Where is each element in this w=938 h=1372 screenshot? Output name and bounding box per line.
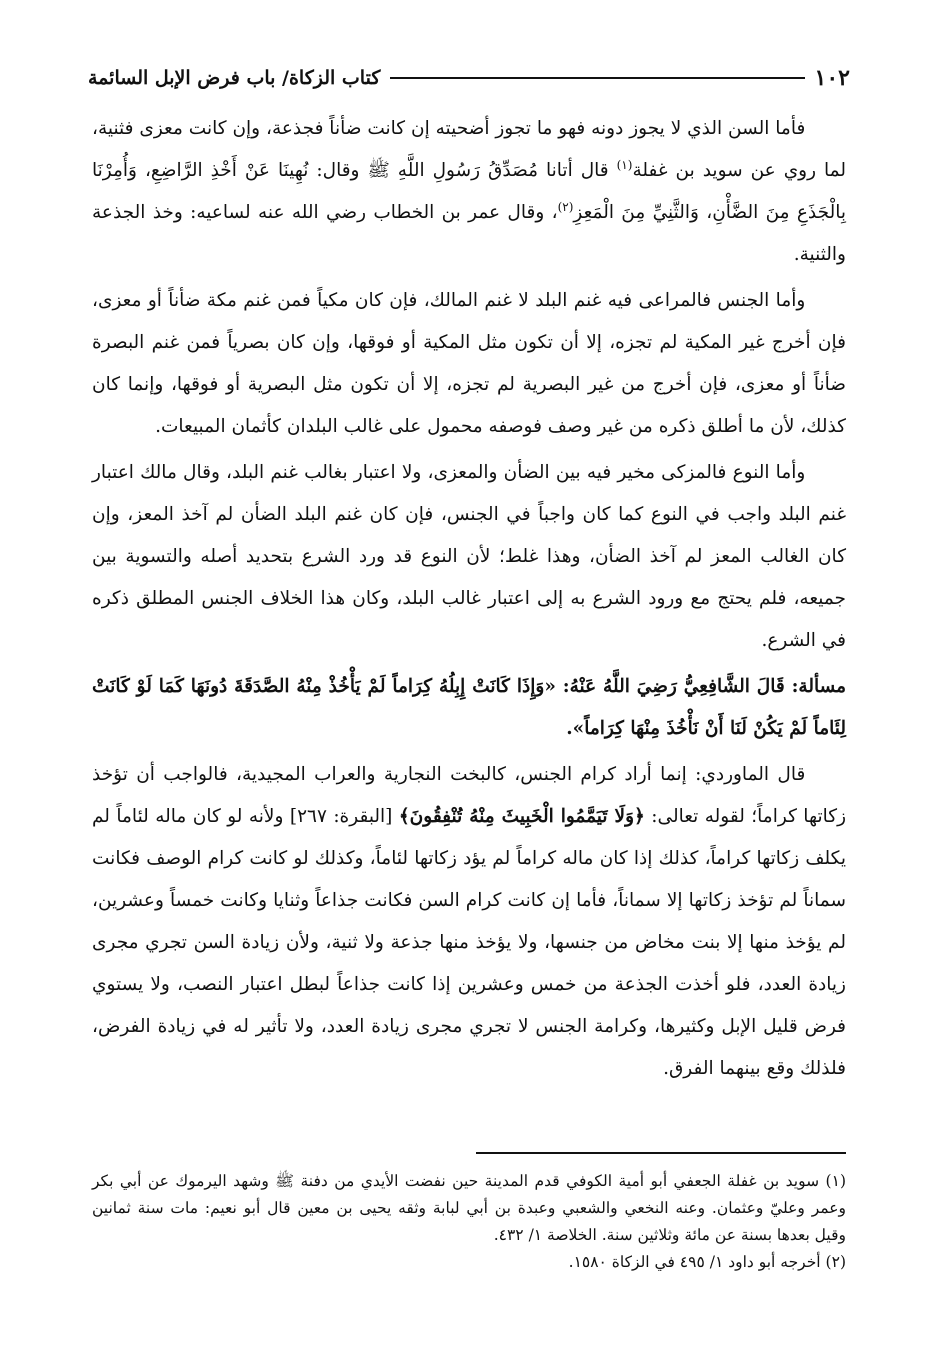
footnote-2	[92, 1249, 846, 1276]
paragraph-mawardi-start: قال الماوردي: إنما أراد كرام الجنس، كالبخت النجارية والعراب المجيدية، فالواجب أن تؤخذ زكاتها كراماً؛ لقوله تعالى:	[92, 764, 846, 827]
quran-verse: ﴿وَلَا تَيَمَّمُوا الْخَبِيثَ مِنْهُ تُنْفِقُونَ﴾	[398, 806, 645, 827]
paragraph-age-text: فأما السن الذي لا يجوز دونه فهو ما تجوز أضحيته إن كانت ضأناً فجذعة، وإن كانت معزى فثنية، لما روي عن سويد بن غفلة	[92, 118, 846, 181]
hadith-text: قال أتانا مُصَدِّقُ رَسُولِ اللَّهِ ﷺ وقال: نُهِينَا عَنْ أَخْذِ الرَّاضِعِ، وَأُمِرْنَا بِالْجَذَعِ مِنَ الضَّأْنِ، وَالثَّنِيِّ مِنَ الْمَعِزِ	[92, 160, 846, 223]
page-header	[88, 58, 850, 98]
footnote-1	[92, 1168, 846, 1249]
paragraph-species: وأما الجنس فالمراعى فيه غنم البلد لا غنم المالك، فإن كان مكياً فمن غنم مكة ضأناً أو معزى، فإن أخرج غير المكية لم تجزه، إلا أن تكون مثل المكية أو فوقها، وإن كان بصرياً فمن غنم البصرة ضأناً أو معزى، فإن أخرج من غير البصرية لم تجزه، إلا أن تكون مثل البصرية أو فوقها، وإنما كان كذلك، لأن ما أطلق ذكره من غير وصف فوصفه محمول على غالب البلدان كأثمان المبيعات.	[92, 290, 846, 437]
footnote-2-number: (٢)	[825, 1253, 846, 1271]
issue-label: مسألة: قَالَ الشَّافِعِيُّ	[683, 676, 847, 697]
paragraph-age	[92, 108, 846, 276]
footnote-1-text: سويد بن غفلة الجعفي أبو أمية الكوفي قدم المدينة حين نفضت الأيدي من دفنة ﷺ وشهد اليرموك عن أبي بكر وعمر وعليّ وعثمان. وعنه النخعي والشعبي وعبدة بن أبي لبابة وثقه يحيى بن معين قال أبو نعيم: مات سنة ثمانين وقيل بعدها بسنة عن مائة وثلاثين سنة. الخلاصة ١/ ٤٣٢.	[92, 1172, 846, 1244]
footnotes	[92, 1168, 846, 1276]
footnote-ref-2[interactable]: (٢)	[557, 199, 574, 214]
page-number: ١٠٢	[814, 65, 850, 91]
paragraph-type: وأما النوع فالمزكى مخير فيه بين الضأن والمعزى، ولا اعتبار بغالب غنم البلد، وقال مالك اعتبار غنم البلد واجب في النوع كما كان واجباً في الجنس، فإن كان غنم البلد الضأن لم آخذ المعز، وإن كان الغالب المعز لم آخذ الضأن، وهذا غلط؛ لأن النوع قد ورد الشرع بتحديد أصله والتسوية بين جميعه، فلم يحتج مع ورود الشرع به إلى اعتبار غالب البلد، وكان هذا الخلاف الجنس المطلق ذكره في الشرع.	[92, 462, 846, 651]
footnote-2-text: أخرجه أبو داود ١/ ٤٩٥ في الزكاة ١٥٨٠.	[568, 1253, 821, 1271]
paragraph-mawardi	[92, 754, 846, 1090]
paragraph-mawardi-rest: [البقرة: ٢٦٧] ولأنه لو كان ماله لئاماً لم يكلف زكاتها كراماً، كذلك إذا كان ماله كراماً لم يؤد زكاتها لئاماً، وكذلك لو كانت كرام الوصف فكانت سماناً لم تؤخذ زكاتها إلا سماناً، فأما إن كانت كرام السن فكانت جذاعاً وثنايا وكانت خمساً وعشرين، لم يؤخذ منها إلا بنت مخاض من جنسها، ولا يؤخذ منها جذعة ولا ثنية، ولأن زيادة السن تجري مجرى زيادة العدد، فلو أخذت الجذعة من خمس وعشرين إذا كانت جذاعاً لبطل اعتبار النصب، ولا يستوي فرض قليل الإبل وكثيرها، وكرامة الجنس لا تجري مجرى زيادة العدد، ولا تأثير له في زيادة الفرض، فلذلك وقع بينهما الفرق.	[92, 806, 846, 1079]
issue-paragraph	[92, 666, 846, 750]
paragraph-age-end: ، وقال عمر بن الخطاب رضي الله عنه لساعيه: وخذ الجذعة والثنية.	[92, 202, 846, 265]
header-rule	[390, 77, 804, 79]
running-title: كتاب الزكاة/ باب فرض الإبل السائمة	[88, 67, 381, 89]
footnote-ref-1[interactable]: (١)	[616, 157, 633, 172]
issue-quote: رَضِيَ اللَّهُ عَنْهُ: «وَإِذَا كَانَتْ إِبِلُهُ كِرَاماً لَمْ يَأْخُذْ مِنْهُ الصَّدَقَةَ دُونَهَا كَمَا لَوْ كَانَتْ لِئَاماً لَمْ يَكُنْ لَنَا أَنْ نَأْخُذَ مِنْهَا كِرَاماً».	[92, 676, 846, 739]
footnote-1-number: (١)	[825, 1172, 846, 1190]
footnote-separator	[476, 1152, 846, 1154]
main-text	[92, 108, 846, 1094]
